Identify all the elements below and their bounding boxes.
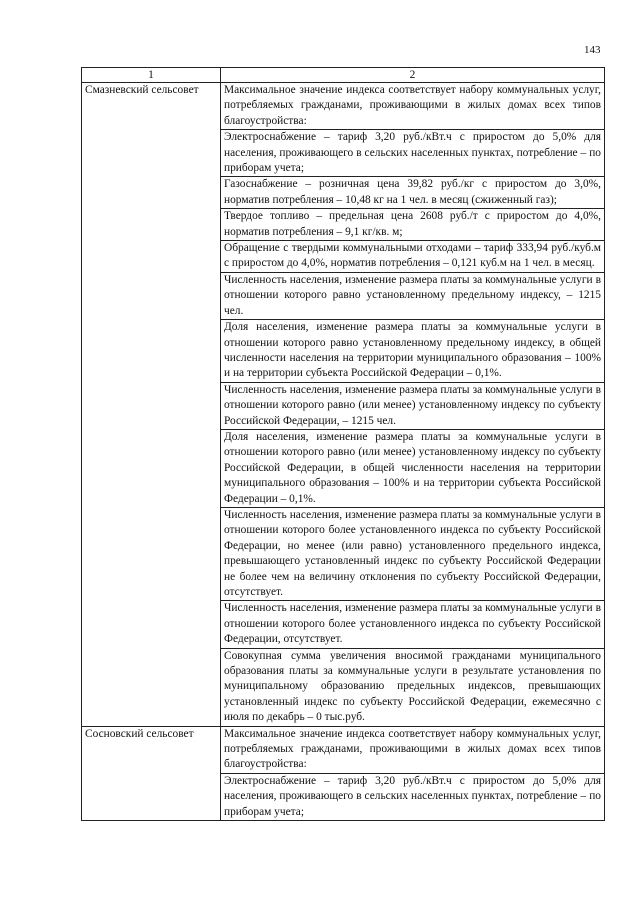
paragraph: Численность населения, изменение размера платы за коммунальные услуги в отношении которого равно установленному предельному индексу, – 1215 чел. [221, 273, 604, 320]
paragraph: Газоснабжение – розничная цена 39,82 руб./кг с приростом до 3,0%, норматив потребления – 10,48 кг на 1 чел. в месяц (сжиженный газ); [221, 177, 604, 209]
table-row [82, 83, 605, 727]
paragraph: Обращение с твердыми коммунальными отходами – тариф 333,94 руб./куб.м с приростом до 4,0%, норматив потребления – 0,121 куб.м на 1 чел. в месяц. [221, 241, 604, 273]
page-number: 143 [584, 44, 601, 56]
paragraph: Электроснабжение – тариф 3,20 руб./кВт.ч с приростом до 5,0% для населения, проживающего в сельских населенных пунктах, потребление – по приборам учета; [224, 774, 601, 818]
indicator-cell [221, 726, 605, 820]
municipality-name: Сосновский сельсовет [82, 726, 221, 820]
paragraph: Максимальное значение индекса соответствует набору коммунальных услуг, потребляемых гражданами, проживающими в жилых домах всех типов благоустройства: [221, 83, 604, 130]
table-header-row [82, 68, 605, 83]
table-row [82, 726, 605, 820]
municipality-table [81, 67, 605, 821]
paragraph: Доля населения, изменение размера платы за коммунальные услуги в отношении которого равно (или менее) установленному индексу по субъекту Российской Федерации, в общей численности населения на территории муниципального образования – 100% и на территории субъекта Российской Федерации – 0,1%. [221, 430, 604, 508]
paragraph: Совокупная сумма увеличения вносимой гражданами муниципального образования платы за коммунальные услуги в результате установления по муниципальному образованию предельных индексов, превышающих установленный индекс по субъекту Российской Федерации, ежемесячно с июля по декабрь – 0 тыс.руб. [224, 649, 601, 724]
paragraph: Численность населения, изменение размера платы за коммунальные услуги в отношении которого более установленного индекса по субъекту Российской Федерации, но менее (или равно) установленного предельного индекса, превышающего установленный индекс по субъекту Российской Федерации не более чем на величину отклонения по субъекту Российской Федерации, отсутствует. [221, 508, 604, 601]
paragraph: Электроснабжение – тариф 3,20 руб./кВт.ч с приростом до 5,0% для населения, проживающего в сельских населенных пунктах, потребление – по приборам учета; [221, 130, 604, 177]
indicator-cell [221, 83, 605, 727]
paragraph: Твердое топливо – предельная цена 2608 руб./т с приростом до 4,0%, норматив потребления – 9,1 кг/кв. м; [221, 209, 604, 241]
column-header-2: 2 [221, 68, 605, 83]
column-header-1: 1 [82, 68, 221, 83]
paragraph: Доля населения, изменение размера платы за коммунальные услуги в отношении которого равно установленному предельному индексу, в общей численности населения на территории муниципального образования – 100% и на территории субъекта Российской Федерации – 0,1%. [221, 320, 604, 383]
paragraph: Максимальное значение индекса соответствует набору коммунальных услуг, потребляемых гражданами, проживающими в жилых домах всех типов благоустройства: [221, 727, 604, 774]
municipality-name: Смазневский сельсовет [82, 83, 221, 727]
paragraph: Численность населения, изменение размера платы за коммунальные услуги в отношении которого более установленного индекса по субъекту Российской Федерации, отсутствует. [221, 601, 604, 648]
paragraph: Численность населения, изменение размера платы за коммунальные услуги в отношении которого равно (или менее) установленному индексу по субъекту Российской Федерации, – 1215 чел. [221, 383, 604, 430]
